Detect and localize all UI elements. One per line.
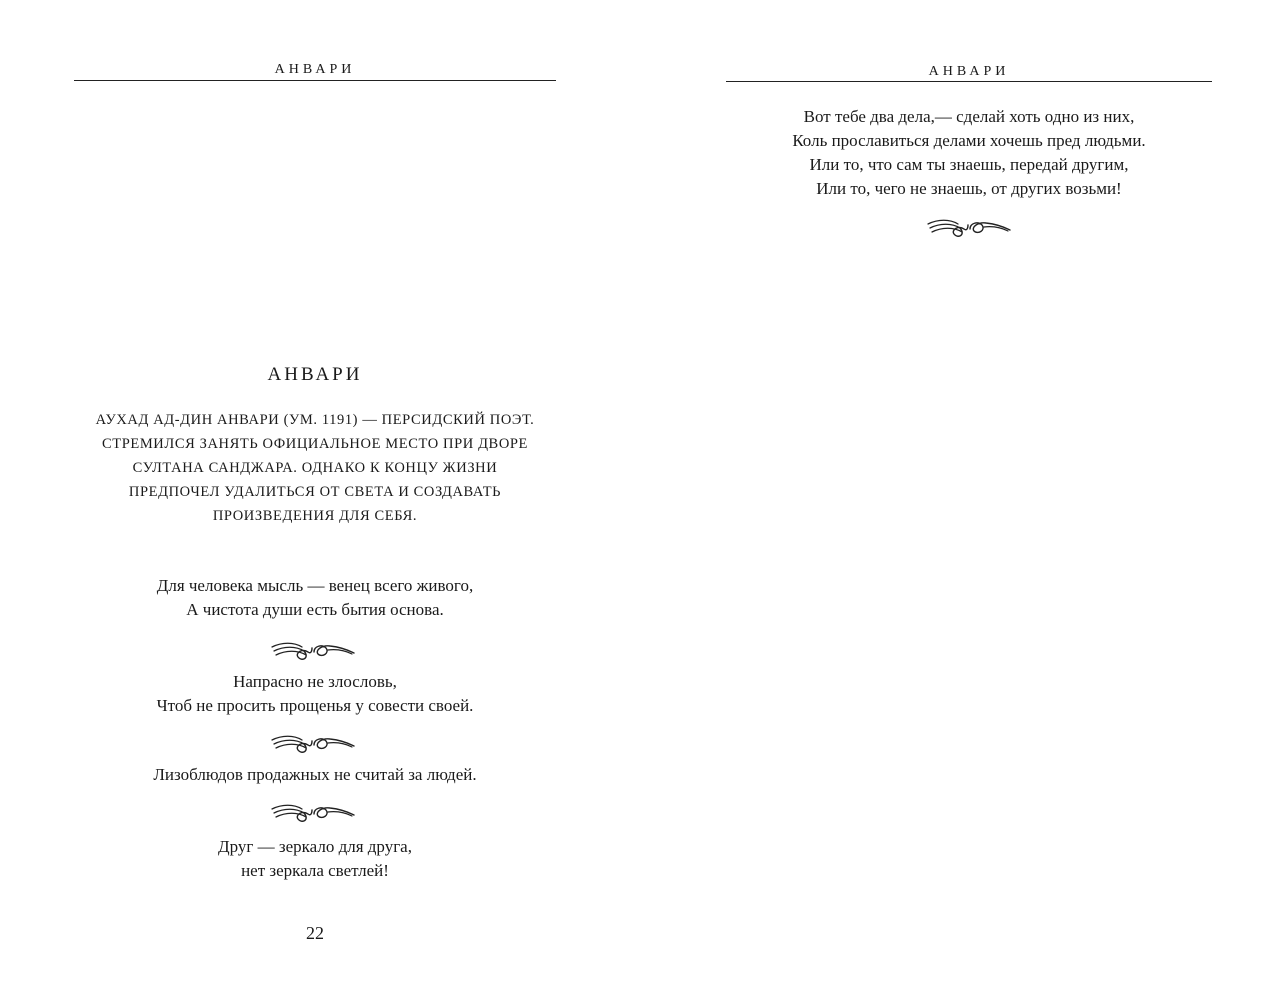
right-page — [640, 0, 1281, 1000]
verse-line: Лизоблюдов продажных не считай за людей. — [153, 765, 477, 784]
scroll-flourish-icon — [268, 638, 358, 662]
left-page — [0, 0, 640, 1000]
verse-line: Друг — зеркало для друга, — [218, 837, 412, 856]
author-bio — [74, 408, 556, 528]
bio-line: СУЛТАНА САНДЖАРА. ОДНАКО К КОНЦУ ЖИЗНИ — [132, 460, 498, 476]
page-number: 22 — [306, 923, 324, 943]
scroll-flourish-icon — [268, 731, 358, 755]
section-title: АНВАРИ — [267, 364, 363, 385]
verse-line: А чистота души есть бытия основа. — [186, 600, 444, 619]
verse-line: Вот тебе два дела,— сделай хоть одно из них, — [803, 107, 1135, 126]
bio-line: СТРЕМИЛСЯ ЗАНЯТЬ ОФИЦИАЛЬНОЕ МЕСТО ПРИ ДВОРЕ — [101, 436, 529, 452]
bio-line: ПРЕДПОЧЕЛ УДАЛИТЬСЯ ОТ СВЕТА И СОЗДАВАТЬ — [128, 484, 502, 500]
verse-line: Коль прославиться делами хочешь пред людьми. — [792, 131, 1146, 150]
scroll-flourish-icon — [924, 215, 1014, 239]
verse-4 — [74, 835, 556, 883]
verse-line: Или то, что сам ты знаешь, передай другим, — [809, 155, 1129, 174]
header-rule — [726, 81, 1212, 82]
verse-line: Или то, чего не знаешь, от других возьми! — [816, 179, 1122, 198]
verse-5 — [726, 105, 1212, 201]
verse-line: Чтоб не просить прощенья у совести своей. — [156, 696, 474, 715]
running-head: АНВАРИ — [274, 62, 356, 77]
running-head: АНВАРИ — [928, 64, 1010, 79]
verse-3 — [74, 763, 556, 787]
verse-2 — [74, 670, 556, 718]
bio-line: ПРОИЗВЕДЕНИЯ ДЛЯ СЕБЯ. — [212, 508, 418, 524]
verse-line: Напрасно не злословь, — [233, 672, 397, 691]
header-rule — [74, 80, 556, 81]
bio-line: АУХАД АД-ДИН АНВАРИ (УМ. 1191) — ПЕРСИДСКИЙ ПОЭТ. — [95, 412, 535, 428]
verse-1 — [74, 574, 556, 622]
verse-line: нет зеркала светлей! — [241, 861, 389, 880]
verse-line: Для человека мысль — венец всего живого, — [156, 576, 474, 595]
scroll-flourish-icon — [268, 800, 358, 824]
